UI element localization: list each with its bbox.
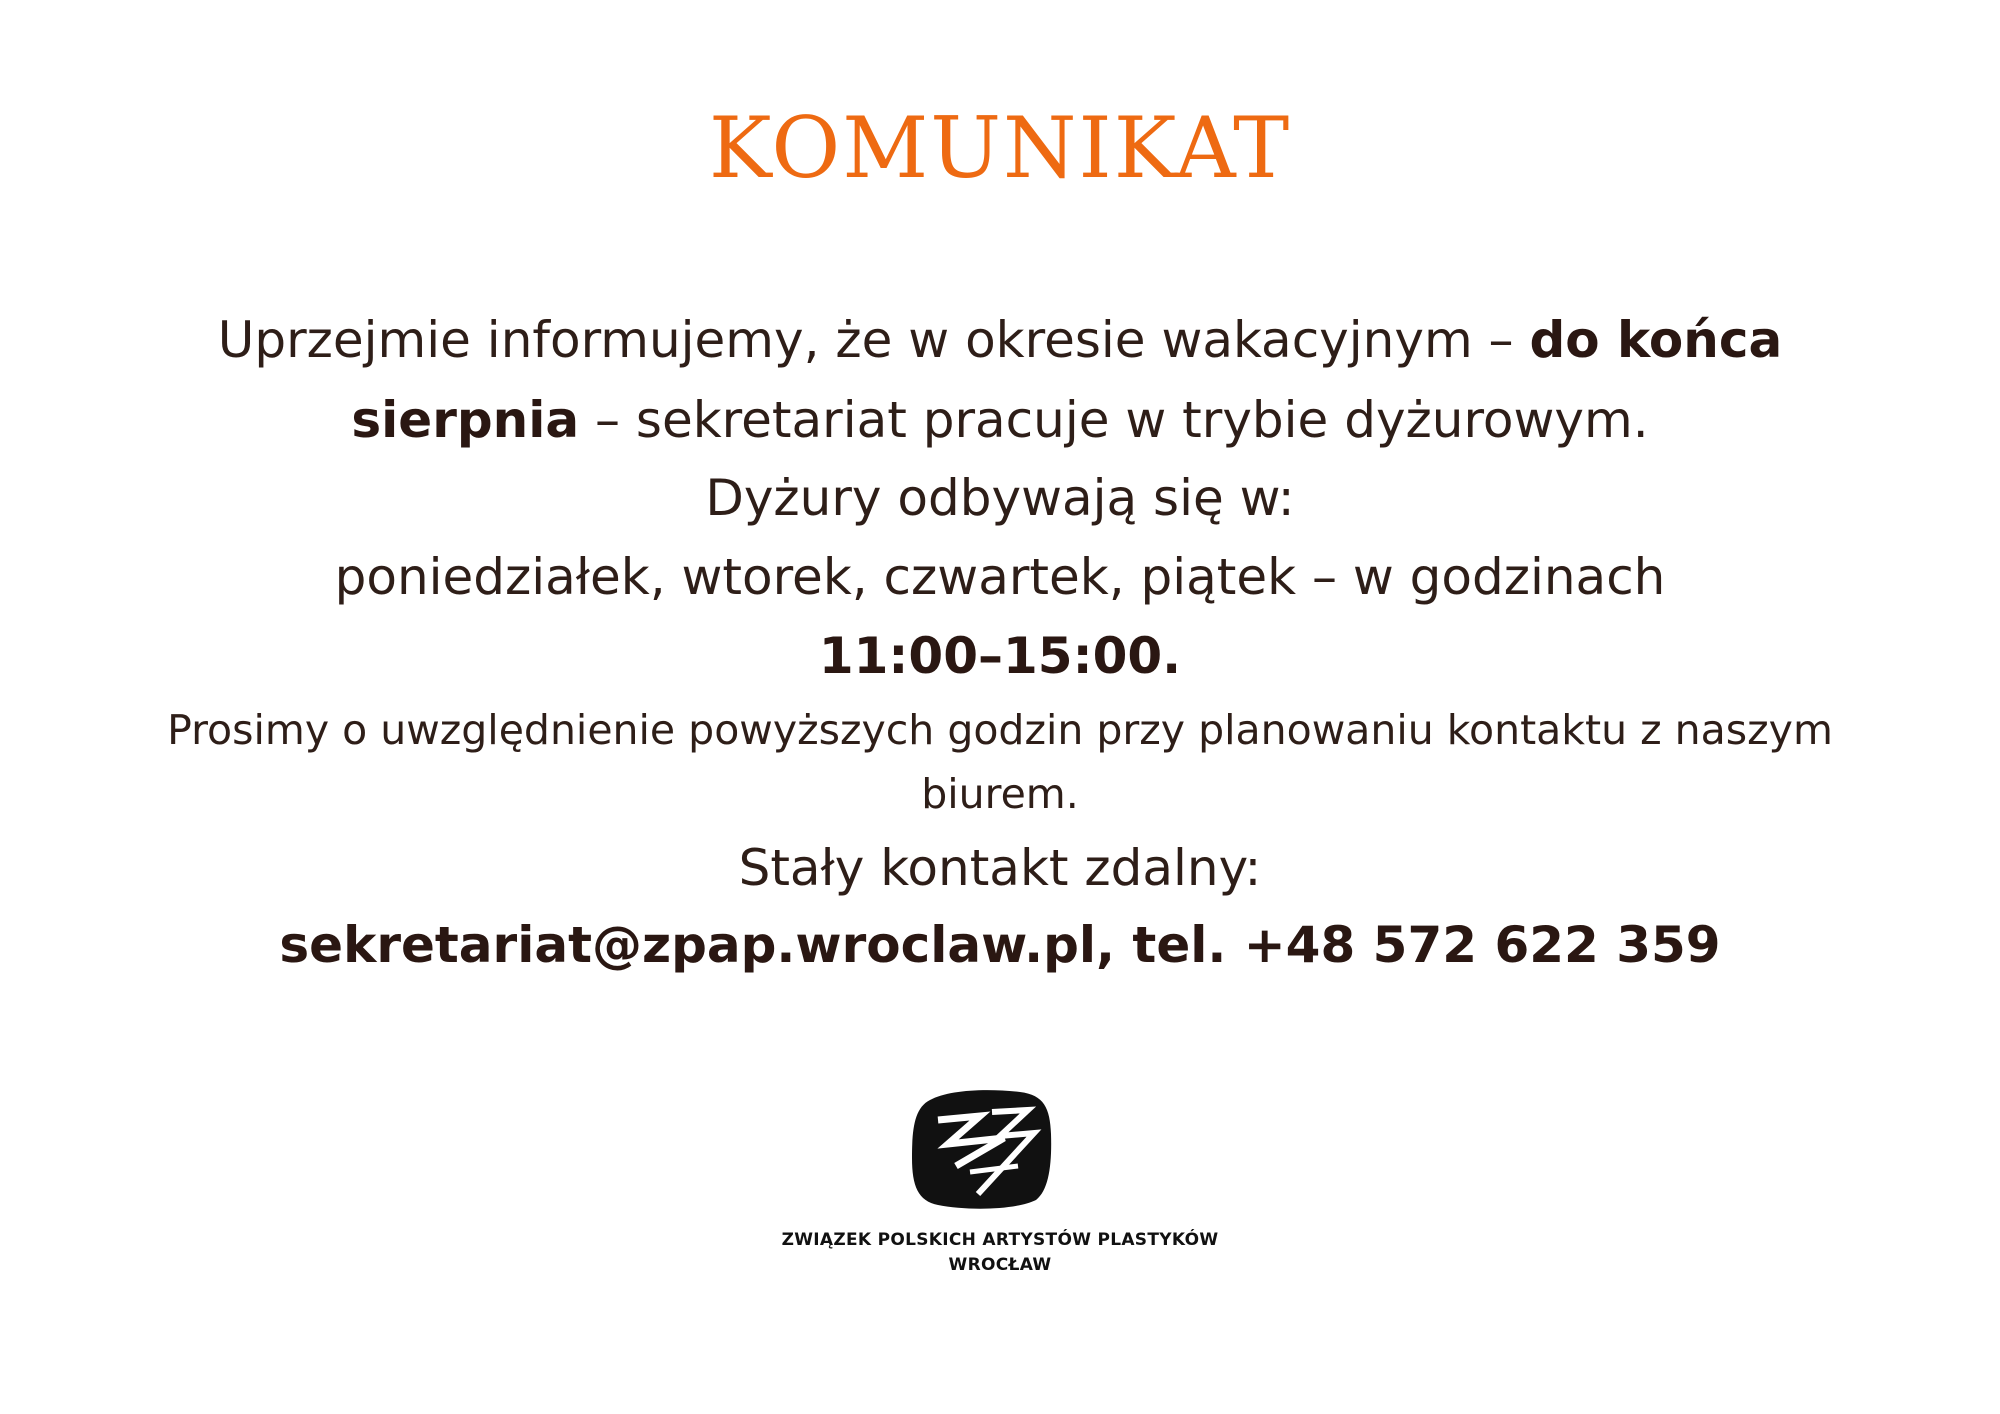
organization-city: WROCŁAW [948,1255,1052,1275]
announcement-line-1 [0,305,2000,375]
organization-name: ZWIĄZEK POLSKICH ARTYSTÓW PLASTYKÓW [781,1230,1219,1250]
duty-days-list: poniedziałek, wtorek, czwartek, piątek – w godzinach [334,548,1666,606]
duty-days-heading: Dyżury odbywają się w: [705,469,1295,527]
announcement-line-2 [0,385,2000,455]
announcement-bold-text: do końca [1529,311,1783,369]
contact-details: sekretariat@zpap.wroclaw.pl, tel. +48 572 622 359 [279,916,1721,974]
announcement-text: – sekretariat pracuje w trybie dyżurowym. [579,391,1649,449]
request-text-line-1: Prosimy o uwzględnienie powyższych godzin przy planowaniu kontaktu z naszym [167,706,1833,754]
announcement-bold-text: sierpnia [351,391,580,449]
zpap-logo-icon [908,1086,1054,1212]
announcement-text: Uprzejmie informujemy, że w okresie wakacyjnym – [217,311,1530,369]
remote-contact-heading: Stały kontakt zdalny: [738,839,1262,897]
duty-hours: 11:00–15:00. [818,627,1182,685]
page-title: KOMUNIKAT [708,99,1292,197]
request-text-line-2: biurem. [921,770,1079,818]
